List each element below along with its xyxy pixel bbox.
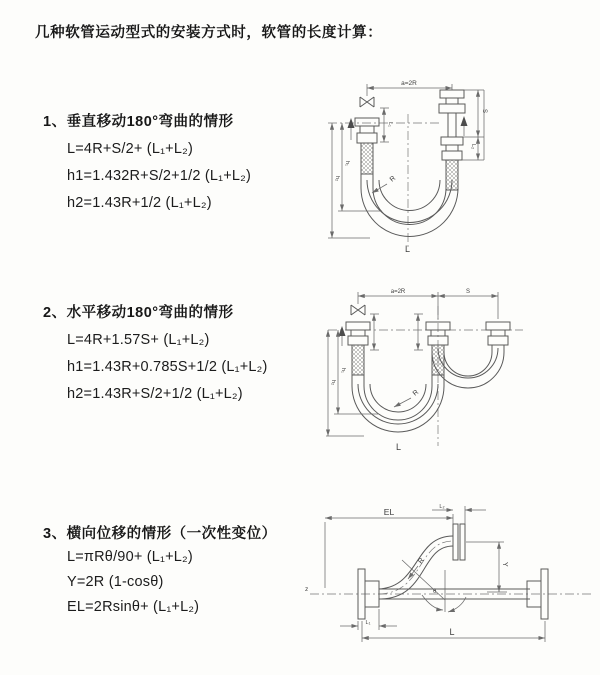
dimension-label-h1: h₁ <box>344 161 350 166</box>
dimension-y <box>466 542 508 592</box>
dimension-l <box>362 621 545 642</box>
formula-line: h2=1.43R+S/2+1/2 (L₁+L₂) <box>67 386 243 402</box>
diagram-lateral-displacement <box>302 500 598 655</box>
section-3-heading: 3、横向位移的情形（一次性变位） <box>43 526 277 542</box>
dimension-label-l2: L₂ <box>439 504 445 510</box>
hose-s-curve <box>379 536 453 599</box>
dimension-label-r: R <box>417 556 426 566</box>
section-3-formulas <box>67 545 199 620</box>
diagram-horizontal-180-bend <box>318 286 542 456</box>
diagram-3-svg <box>302 500 598 655</box>
dimension-label-r: R <box>388 174 398 184</box>
left-fitting <box>346 322 370 375</box>
dimension-label-l: L <box>449 627 455 637</box>
right-fitting <box>486 322 510 352</box>
dimension-label-h1: h₁ <box>340 368 346 373</box>
dimension-label-r: R <box>411 388 421 398</box>
radius-leader <box>394 389 420 407</box>
valve-icon <box>360 97 374 107</box>
dimension-span <box>367 80 452 96</box>
diagram-2-svg <box>318 286 542 456</box>
left-fitting <box>355 118 379 174</box>
dimension-s <box>463 90 487 137</box>
section-2-heading: 2、水平移动180°弯曲的情形 <box>43 305 234 321</box>
diagram-vertical-180-bend <box>320 76 552 254</box>
fitting-length-dim-left <box>370 314 379 350</box>
dimension-h2 <box>328 123 370 238</box>
dimension-label-s: S <box>465 289 471 295</box>
dimension-label-l1: L₁ <box>365 620 371 626</box>
dimension-span <box>358 289 498 319</box>
formula-line: h1=1.432R+S/2+1/2 (L₁+L₂) <box>67 168 252 184</box>
page-title: 几种软管运动型式的安装方式时，软管的长度计算： <box>35 25 383 41</box>
movement-arrow-up-right <box>461 116 468 136</box>
movement-arrow-up-left <box>348 118 355 140</box>
section-1-heading: 1、垂直移动180°弯曲的情形 <box>43 114 234 130</box>
dimension-label-span: a=2R <box>401 80 417 87</box>
right-fitting <box>439 90 465 190</box>
dimension-l2 <box>432 504 486 524</box>
formula-line: L=4R+1.57S+ (L₁+L₂) <box>67 332 210 348</box>
movement-arrow-up-left <box>339 326 346 346</box>
formula-line: h1=1.43R+0.785S+1/2 (L₁+L₂) <box>67 359 268 375</box>
dimension-label-y: Y <box>501 562 508 567</box>
formula-line: L=4R+S/2+ (L₁+L₂) <box>67 141 193 157</box>
dimension-label-l: L <box>396 442 402 452</box>
dimension-s <box>438 289 498 296</box>
dimension-l1 <box>340 609 397 630</box>
axis-label-z: z <box>305 586 309 593</box>
dimension-el <box>325 507 453 588</box>
dimension-h1 <box>338 123 382 211</box>
centerlines <box>305 541 592 594</box>
valve-icon <box>351 305 365 315</box>
formula-line: Y=2R (1-cosθ) <box>67 574 164 590</box>
dimension-label-h2: h₂ <box>334 176 340 182</box>
formula-line: L=πRθ/90+ (L₁+L₂) <box>67 549 193 565</box>
upper-flange <box>453 524 465 560</box>
dimension-label-l: L <box>405 244 411 254</box>
section-2-formulas <box>67 327 268 408</box>
diagram-1-svg <box>320 76 552 254</box>
dimension-label-l1: L₁ <box>387 122 393 127</box>
dimension-label-l2: L₂ <box>470 144 476 150</box>
formula-line: h2=1.43R+1/2 (L₁+L₂) <box>67 195 212 211</box>
dimension-label-s: S <box>481 109 487 114</box>
radius-leader <box>372 175 397 193</box>
dimension-label-span: a=2R <box>390 289 406 295</box>
angle-label-theta: θ <box>433 589 437 595</box>
fitting-length-dim-middle <box>414 314 423 350</box>
section-1-formulas <box>67 136 251 217</box>
hose-u-curves <box>361 174 458 237</box>
hose-u-curves <box>352 345 504 432</box>
dimension-l1 <box>380 108 393 142</box>
dimension-label-el: EL <box>383 507 395 517</box>
formula-line: EL=2Rsinθ+ (L₁+L₂) <box>67 599 200 615</box>
dimension-label-h2: h₂ <box>330 380 336 386</box>
